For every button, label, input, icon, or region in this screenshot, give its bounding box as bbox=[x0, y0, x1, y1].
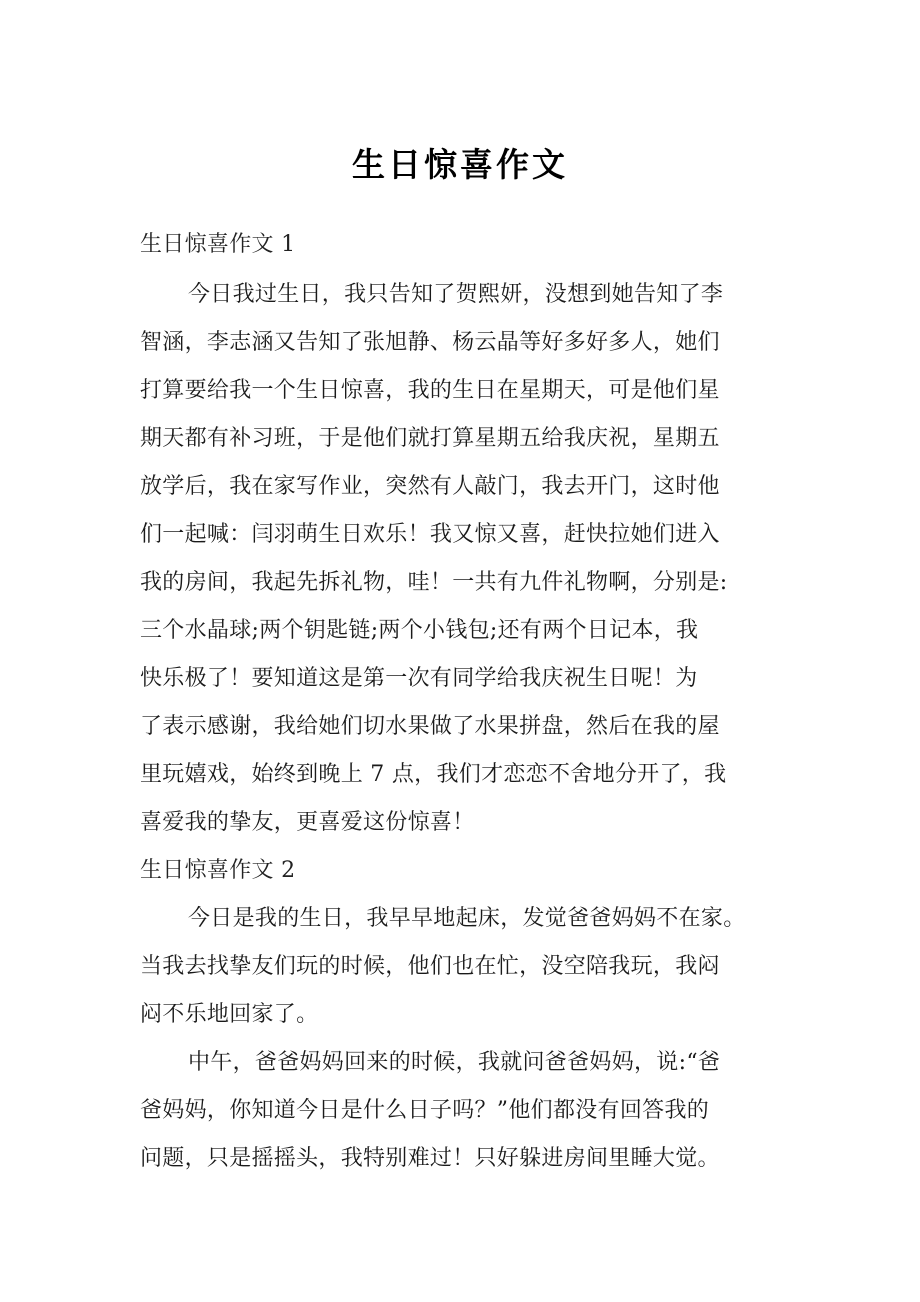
paragraph-line: 爸妈妈，你知道今日是什么日子吗？”他们都没有回答我的 bbox=[140, 1098, 710, 1123]
paragraph-line: 放学后，我在家写作业，突然有人敲门，我去开门，这时他 bbox=[140, 474, 720, 499]
paragraph-line: 们一起喊：闫羽萌生日欢乐！我又惊又喜，赶快拉她们进入 bbox=[140, 522, 720, 547]
paragraph-line: 了表示感谢，我给她们切水果做了水果拼盘，然后在我的屋 bbox=[140, 714, 720, 739]
paragraph-line: 今日我过生日，我只告知了贺熙妍，没想到她告知了李 bbox=[188, 282, 724, 307]
paragraph-line: 问题，只是摇摇头，我特别难过！只好躲进房间里睡大觉。 bbox=[140, 1146, 720, 1171]
paragraph-line: 三个水晶球;两个钥匙链;两个小钱包;还有两个日记本，我 bbox=[140, 618, 699, 643]
section-heading-2: 生日惊喜作文 2 bbox=[140, 858, 296, 883]
section-heading-1: 生日惊喜作文 1 bbox=[140, 232, 296, 257]
paragraph-line: 当我去找挚友们玩的时候，他们也在忙，没空陪我玩，我闷 bbox=[140, 954, 720, 979]
paragraph-line: 快乐极了！要知道这是第一次有同学给我庆祝生日呢！为 bbox=[140, 666, 698, 691]
paragraph-line: 喜爱我的挚友，更喜爱这份惊喜！ bbox=[140, 810, 475, 835]
paragraph-line: 我的房间，我起先拆礼物，哇！一共有九件礼物啊，分别是: bbox=[140, 570, 728, 595]
paragraph-line: 闷不乐地回家了。 bbox=[140, 1002, 319, 1027]
document-title: 生日惊喜作文 bbox=[352, 145, 568, 184]
paragraph-line: 中午，爸爸妈妈回来的时候，我就问爸爸妈妈，说:“爸 bbox=[188, 1050, 721, 1075]
paragraph-line: 今日是我的生日，我早早地起床，发觉爸爸妈妈不在家。 bbox=[188, 906, 746, 931]
paragraph-line: 打算要给我一个生日惊喜，我的生日在星期天，可是他们星 bbox=[140, 378, 720, 403]
paragraph-line: 智涵，李志涵又告知了张旭静、杨云晶等好多好多人，她们 bbox=[140, 330, 720, 355]
paragraph-line: 里玩嬉戏，始终到晚上 7 点，我们才恋恋不舍地分开了，我 bbox=[140, 762, 727, 787]
paragraph-line: 期天都有补习班，于是他们就打算星期五给我庆祝，星期五 bbox=[140, 426, 720, 451]
